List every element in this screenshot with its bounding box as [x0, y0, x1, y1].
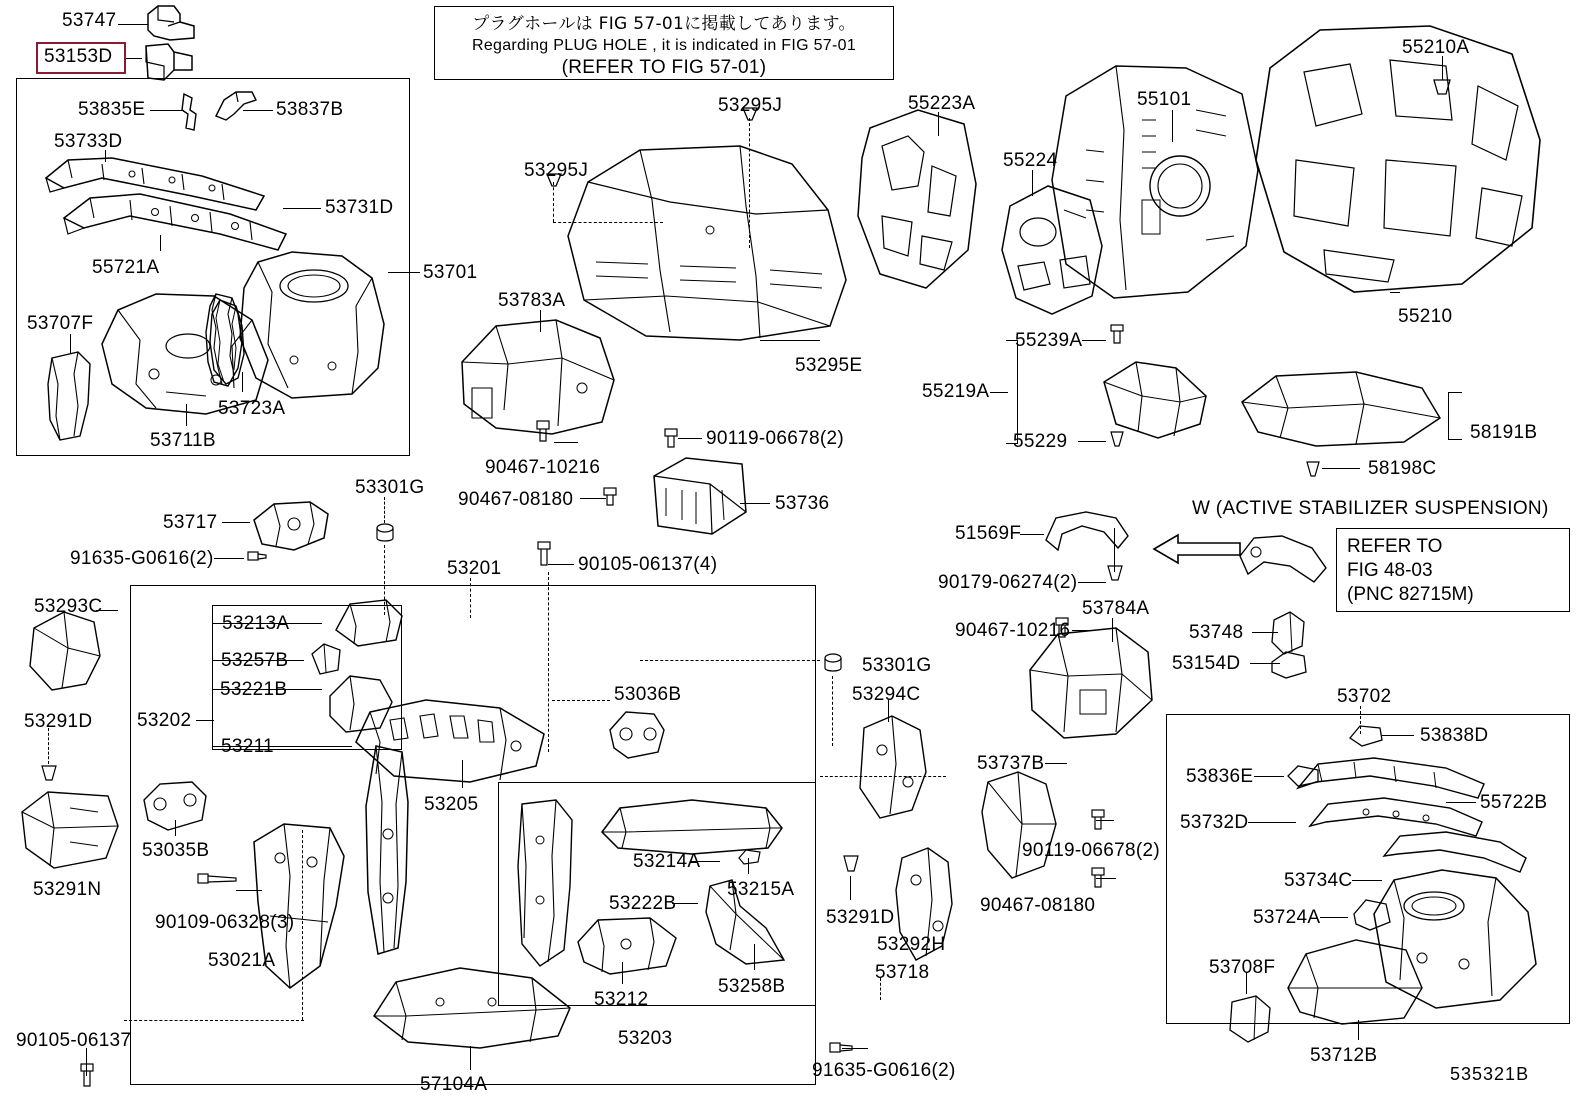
part-number-label: 53205	[424, 794, 479, 815]
leader-90179	[1078, 582, 1106, 583]
ref-line-2: FIG 48-03	[1347, 560, 1433, 581]
part-number-label: 53221B	[220, 679, 288, 700]
diagram-footer-code: 535321B	[1450, 1064, 1530, 1084]
part-number-label: 53712B	[1310, 1045, 1378, 1066]
part-53205	[360, 742, 416, 962]
part-number-label: 53295J	[718, 95, 783, 116]
part-number-label: 55721A	[92, 257, 160, 278]
part-number-label: 90109-06328(3)	[155, 912, 295, 933]
leader-53202	[196, 720, 214, 721]
part-number-label: 53212	[594, 989, 649, 1010]
part-53737B	[974, 768, 1064, 884]
part-number-label: 53838D	[1420, 725, 1489, 746]
part-number-label: 55223A	[908, 93, 976, 114]
part-53736	[646, 454, 752, 540]
part-number-label: 53835E	[78, 99, 146, 120]
leader-53301G-b	[832, 676, 833, 746]
part-90105-06137-b	[76, 1060, 100, 1090]
part-number-label: 53257B	[221, 650, 289, 671]
part-53293C	[24, 608, 106, 694]
part-number-label: 53718	[875, 962, 930, 983]
part-number-label: 53702	[1337, 686, 1392, 707]
part-number-label: 53294C	[852, 684, 921, 705]
part-53215A	[736, 846, 764, 866]
part-number-label: 53707F	[27, 313, 94, 334]
part-53723A	[200, 298, 258, 388]
part-90467-10216-center	[532, 418, 554, 444]
part-91635-G0616-a	[244, 546, 268, 570]
part-number-label: 53748	[1189, 622, 1244, 643]
leader-58198C	[1322, 468, 1360, 469]
leader-55239A	[1082, 340, 1106, 341]
part-number-label: 53293C	[34, 596, 103, 617]
part-number-label: 53747	[62, 10, 117, 31]
part-53707F	[40, 350, 98, 444]
part-number-label: 53291D	[24, 711, 93, 732]
part-number-label: 53215A	[727, 879, 795, 900]
part-53708F	[1222, 992, 1278, 1048]
part-90179-06274	[1104, 562, 1126, 586]
part-90119-06678-b	[1088, 806, 1110, 832]
part-number-label: 90467-10216	[485, 457, 601, 478]
part-number-label: 53723A	[218, 398, 286, 419]
part-number-label: 90105-06137	[16, 1030, 132, 1051]
part-number-label: 55229	[1013, 431, 1068, 452]
part-number-label: 91635-G0616(2)	[70, 548, 214, 569]
part-53222B	[572, 912, 682, 980]
part-number-label: 53291N	[33, 879, 102, 900]
part-90105-06137-4	[534, 538, 554, 568]
reference-arrow-icon	[1152, 532, 1242, 566]
part-90109-06328	[194, 866, 240, 894]
leader-53838D	[1382, 735, 1414, 736]
part-number-label: 53731D	[325, 197, 394, 218]
leader-55219A	[990, 392, 1008, 393]
part-number-label: 53258B	[718, 976, 786, 997]
part-number-label: 53301G	[862, 655, 932, 676]
part-53784A	[1020, 624, 1156, 744]
part-55210A	[1430, 76, 1454, 98]
leader-53732D	[1248, 822, 1296, 823]
part-53153D	[140, 40, 202, 86]
part-number-label: 55219A	[922, 381, 990, 402]
part-number-label: 53021A	[208, 950, 276, 971]
part-58191B	[1236, 366, 1446, 452]
ref-line-3: (PNC 82715M)	[1347, 584, 1474, 605]
part-number-label: 90119-06678(2)	[706, 428, 845, 449]
leader-53036B	[552, 700, 610, 701]
part-number-label: 57104A	[420, 1074, 488, 1095]
part-53837B	[212, 86, 262, 124]
part-number-label: 53701	[423, 262, 478, 283]
part-90467-08180-center	[600, 484, 622, 508]
part-number-label: 90467-10216	[955, 620, 1071, 641]
part-number-label: 55210	[1398, 306, 1453, 327]
leader-53036B-2	[640, 660, 820, 661]
part-number-label: 53203	[618, 1028, 673, 1049]
part-number-label: 53154D	[1172, 653, 1241, 674]
leader-91635-a	[214, 558, 244, 559]
part-number-label: 53036B	[614, 684, 682, 705]
part-number-label: 53295J	[524, 160, 589, 181]
part-53154D	[1266, 648, 1312, 682]
part-90119-06678-a	[660, 426, 682, 450]
leader-53717	[222, 522, 250, 523]
part-53712B	[1280, 932, 1426, 1030]
part-number-label: 53717	[163, 512, 218, 533]
part-57104A	[368, 962, 576, 1052]
leader-53021A-h	[124, 1020, 304, 1021]
leader-53836E	[1254, 776, 1284, 777]
leader-53701	[388, 272, 420, 273]
leader-53724A	[1320, 917, 1348, 918]
part-53294C	[852, 712, 932, 824]
part-53301G-b	[822, 652, 844, 676]
part-55229-pin	[1108, 428, 1126, 450]
part-58198C-clip	[1304, 458, 1322, 480]
part-51569F	[1042, 506, 1132, 554]
leader-53291D-left	[48, 728, 49, 764]
part-number-label: 53711B	[150, 430, 216, 451]
ref-line-1: REFER TO	[1347, 536, 1443, 557]
part-number-label: 53214A	[633, 851, 701, 872]
active-stabilizer-title: W (ACTIVE STABILIZER SUSPENSION)	[1192, 498, 1549, 519]
part-number-label: 53737B	[977, 753, 1045, 774]
leader-51569F	[1020, 534, 1044, 535]
part-number-label: 53733D	[54, 131, 123, 152]
part-number-label: 53708F	[1209, 957, 1276, 978]
part-number-label: 53724A	[1253, 907, 1321, 928]
note-line-jp: プラグホールは FIG 57-01に掲載してあります。	[472, 14, 856, 34]
part-53291D-left	[38, 762, 60, 784]
part-number-label: 58191B	[1470, 422, 1538, 443]
part-number-label: 58198C	[1368, 458, 1437, 479]
part-number-label: 53784A	[1082, 598, 1150, 619]
part-number-label: 90119-06678(2)	[1022, 840, 1161, 861]
part-number-label: 55722B	[1480, 792, 1548, 813]
part-number-label: 53837B	[276, 99, 344, 120]
part-number-label: 53736	[775, 493, 830, 514]
part-number-label: 53201	[447, 558, 502, 579]
part-53291N	[14, 786, 124, 874]
part-number-label: 90179-06274(2)	[938, 572, 1078, 593]
part-53035B	[138, 776, 212, 836]
part-number-label: 90105-06137(4)	[578, 554, 718, 575]
bracket-58191B	[1448, 392, 1462, 440]
part-number-label: 53301G	[355, 477, 425, 498]
part-number-label: 53222B	[609, 893, 677, 914]
part-number-label: 53732D	[1180, 812, 1249, 833]
part-number-label: 53035B	[142, 840, 210, 861]
leader-53737B	[1045, 763, 1067, 764]
note-line-ref: (REFER TO FIG 57-01)	[561, 57, 767, 78]
part-53731D	[60, 182, 292, 258]
part-55210	[1250, 20, 1550, 300]
part-number-label: 55239A	[1015, 330, 1083, 351]
part-number-label: 90467-08180	[458, 489, 574, 510]
part-number-label: 53783A	[498, 290, 566, 311]
part-53291D-right	[840, 852, 862, 876]
part-53036B	[604, 706, 670, 764]
part-number-label: 53295E	[795, 355, 863, 376]
part-number-label: 53836E	[1186, 766, 1254, 787]
part-number-label: 53211	[221, 736, 274, 757]
part-number-label: 53202	[137, 710, 192, 731]
part-number-label: 53291D	[826, 907, 895, 928]
part-53838D	[1346, 722, 1386, 750]
part-number-label: 55101	[1137, 89, 1192, 110]
part-91635-G0616-b	[826, 1036, 854, 1062]
part-53835E	[176, 92, 206, 134]
part-number-label: 51569F	[955, 523, 1022, 544]
part-number-label: 55210A	[1402, 37, 1470, 58]
part-number-label: 53213A	[222, 613, 290, 634]
part-53747	[144, 4, 204, 44]
part-number-label: 91635-G0616(2)	[812, 1060, 956, 1081]
note-line-en: Regarding PLUG HOLE , it is indicated in FIG 57-01	[471, 37, 857, 54]
leader-53291D-r	[850, 876, 851, 900]
part-55239A-pin	[1108, 322, 1126, 346]
leader-53301G-a	[384, 497, 385, 523]
active-stabilizer-ref-box	[1336, 528, 1570, 612]
part-number-label: 53292H	[877, 934, 946, 955]
part-53301G-a	[374, 522, 396, 546]
part-55223A	[852, 106, 982, 296]
leader-53201	[470, 578, 471, 618]
part-number-label: 53153D	[44, 46, 113, 67]
part-active-stabilizer-arm	[1234, 528, 1330, 590]
part-90467-08180-right	[1088, 864, 1110, 890]
part-number-label: 90467-08180	[980, 895, 1096, 916]
part-number-label: 53734C	[1284, 870, 1353, 891]
part-number-label: 55224	[1003, 150, 1058, 171]
plug-hole-note-box	[434, 6, 894, 80]
leader-53295J-left	[553, 182, 554, 222]
leader-90467-c	[554, 442, 578, 443]
